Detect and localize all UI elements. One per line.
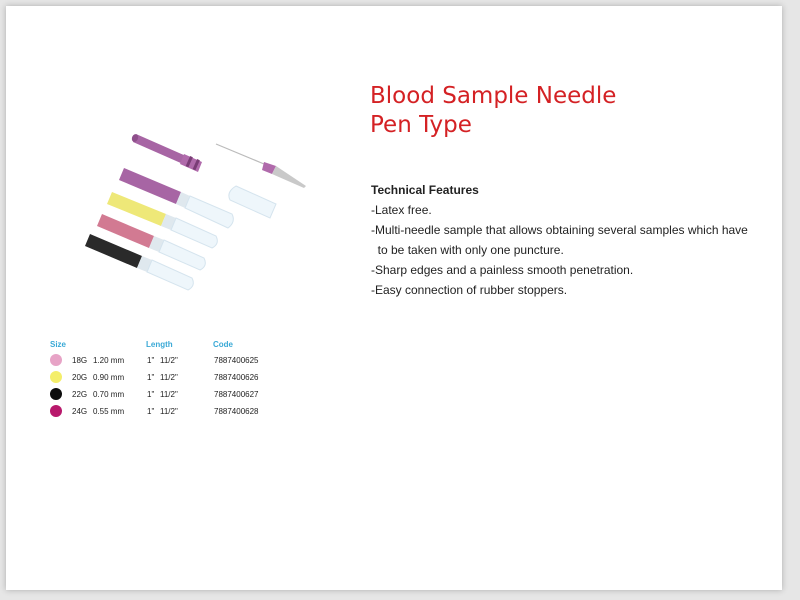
technical-features xyxy=(371,180,771,300)
table-row xyxy=(50,388,310,404)
table-row xyxy=(50,354,310,370)
feature-line: to be taken with only one puncture. xyxy=(371,243,564,257)
separated-needle xyxy=(216,144,306,218)
blood-sample-needles-photo xyxy=(66,118,326,308)
color-swatch xyxy=(50,371,62,383)
length-a: 1" xyxy=(147,390,155,399)
color-swatch xyxy=(50,354,62,366)
feature-line: -Sharp edges and a painless smooth penetration. xyxy=(371,263,634,277)
color-swatch xyxy=(50,388,62,400)
feature-line: -Latex free. xyxy=(371,203,432,217)
product-code: 7887400627 xyxy=(214,390,259,399)
purple-needle-top xyxy=(131,133,202,172)
length-a: 1" xyxy=(147,407,155,416)
length-b: 11/2" xyxy=(160,373,178,382)
product-code: 7887400628 xyxy=(214,407,259,416)
gauge: 22G xyxy=(72,390,88,399)
product-title-line1: Blood Sample Needle xyxy=(370,83,617,109)
table-row xyxy=(50,405,310,421)
length-b: 11/2" xyxy=(160,356,178,365)
length-a: 1" xyxy=(147,356,155,365)
diameter: 1.20 mm xyxy=(93,356,125,365)
table-row xyxy=(50,371,310,387)
size-header: Size xyxy=(50,340,67,349)
color-swatch xyxy=(50,405,62,417)
diameter: 0.90 mm xyxy=(93,373,125,382)
product-title-line2: Pen Type xyxy=(370,112,472,138)
product-title xyxy=(370,82,616,140)
code-header: Code xyxy=(213,340,233,349)
length-b: 11/2" xyxy=(160,390,178,399)
product-code: 7887400626 xyxy=(214,373,259,382)
length-header: Length xyxy=(146,340,173,349)
diameter: 0.70 mm xyxy=(93,390,125,399)
length-b: 11/2" xyxy=(160,407,178,416)
length-a: 1" xyxy=(147,373,155,382)
feature-line: -Multi-needle sample that allows obtaining several samples which have xyxy=(371,223,748,237)
gauge: 18G xyxy=(72,356,88,365)
gauge: 24G xyxy=(72,407,88,416)
technical-features-heading: Technical Features xyxy=(371,183,479,197)
feature-line: -Easy connection of rubber stoppers. xyxy=(371,283,568,297)
catalog-page xyxy=(6,6,782,590)
product-code: 7887400625 xyxy=(214,356,259,365)
gauge: 20G xyxy=(72,373,88,382)
diameter: 0.55 mm xyxy=(93,407,125,416)
